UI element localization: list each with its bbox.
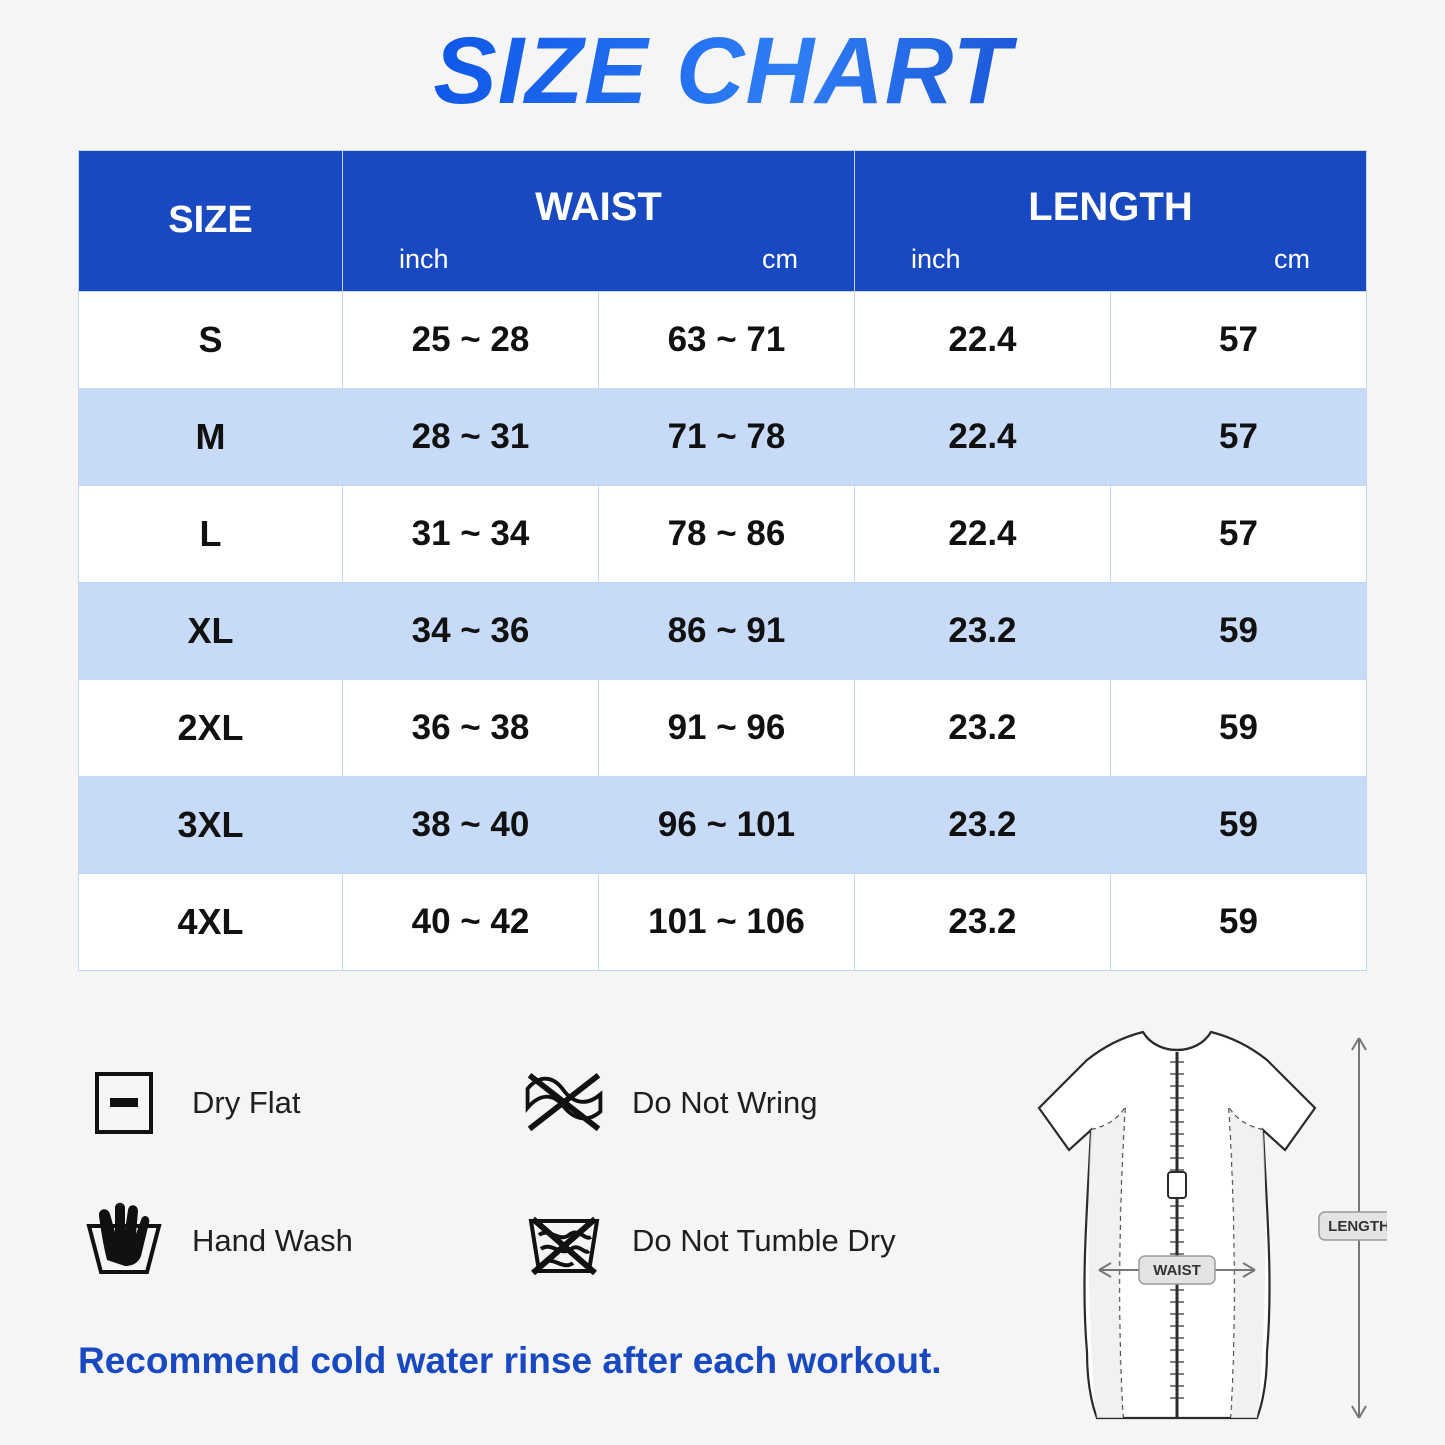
cell-length-inch: 22.4 bbox=[854, 485, 1110, 582]
care-item-do-not-wring bbox=[518, 1060, 958, 1146]
cell-waist-inch: 28 ~ 31 bbox=[343, 388, 599, 485]
cell-size: S bbox=[79, 291, 343, 388]
cell-length-inch: 23.2 bbox=[854, 679, 1110, 776]
cell-length-cm: 59 bbox=[1110, 582, 1366, 679]
cell-length-cm: 57 bbox=[1110, 291, 1366, 388]
cell-size: L bbox=[79, 485, 343, 582]
cell-length-inch: 23.2 bbox=[854, 873, 1110, 970]
table-body bbox=[79, 291, 1367, 970]
table-header-row bbox=[79, 150, 1367, 291]
table-row bbox=[79, 679, 1367, 776]
cell-waist-cm: 71 ~ 78 bbox=[598, 388, 854, 485]
cell-waist-inch: 31 ~ 34 bbox=[343, 485, 599, 582]
page-title: SIZE CHART bbox=[0, 0, 1445, 122]
hand-wash-icon bbox=[78, 1198, 170, 1284]
cell-waist-cm: 78 ~ 86 bbox=[598, 485, 854, 582]
cell-length-inch: 22.4 bbox=[854, 388, 1110, 485]
cell-length-inch: 22.4 bbox=[854, 291, 1110, 388]
care-label-dry-flat: Dry Flat bbox=[192, 1085, 301, 1120]
cell-size: 3XL bbox=[79, 776, 343, 873]
waist-units bbox=[343, 230, 854, 275]
care-row-2 bbox=[78, 1198, 958, 1284]
cell-length-inch: 23.2 bbox=[854, 582, 1110, 679]
recommend-note: Recommend cold water rinse after each workout. bbox=[78, 1340, 942, 1381]
cell-length-cm: 57 bbox=[1110, 388, 1366, 485]
care-row-1 bbox=[78, 1060, 958, 1146]
table-row bbox=[79, 388, 1367, 485]
table-row bbox=[79, 873, 1367, 970]
cell-length-cm: 57 bbox=[1110, 485, 1366, 582]
cell-waist-inch: 36 ~ 38 bbox=[343, 679, 599, 776]
column-header-length-label: LENGTH bbox=[1028, 184, 1193, 229]
cell-waist-cm: 86 ~ 91 bbox=[598, 582, 854, 679]
care-label-do-not-wring: Do Not Wring bbox=[632, 1085, 818, 1120]
size-chart-table bbox=[78, 150, 1367, 971]
cell-length-inch: 23.2 bbox=[854, 776, 1110, 873]
care-label-do-not-tumble-dry: Do Not Tumble Dry bbox=[632, 1223, 896, 1258]
waist-measure-label: WAIST bbox=[1153, 1262, 1201, 1279]
cell-waist-cm: 101 ~ 106 bbox=[598, 873, 854, 970]
cell-waist-inch: 40 ~ 42 bbox=[343, 873, 599, 970]
care-instructions bbox=[78, 1060, 958, 1336]
cell-size: XL bbox=[79, 582, 343, 679]
length-unit-inch: inch bbox=[910, 243, 961, 274]
table-row bbox=[79, 582, 1367, 679]
waist-unit-cm: cm bbox=[761, 243, 798, 274]
waist-unit-inch: inch bbox=[399, 243, 449, 274]
length-units bbox=[855, 230, 1366, 275]
cell-size: M bbox=[79, 388, 343, 485]
care-item-dry-flat bbox=[78, 1060, 518, 1146]
care-label-hand-wash: Hand Wash bbox=[192, 1223, 353, 1258]
dry-flat-icon bbox=[78, 1060, 170, 1146]
cell-size: 2XL bbox=[79, 679, 343, 776]
care-item-do-not-tumble-dry bbox=[518, 1198, 958, 1284]
table-header bbox=[79, 150, 1367, 291]
cell-length-cm: 59 bbox=[1110, 776, 1366, 873]
table-row bbox=[79, 485, 1367, 582]
column-header-size: SIZE bbox=[79, 150, 343, 291]
column-header-waist bbox=[343, 150, 855, 291]
cell-waist-inch: 38 ~ 40 bbox=[343, 776, 599, 873]
cell-length-cm: 59 bbox=[1110, 873, 1366, 970]
length-measure-label: LENGTH bbox=[1328, 1218, 1387, 1235]
cell-waist-inch: 25 ~ 28 bbox=[343, 291, 599, 388]
cell-size: 4XL bbox=[79, 873, 343, 970]
column-header-waist-label: WAIST bbox=[535, 184, 662, 229]
table-row bbox=[79, 291, 1367, 388]
table-row bbox=[79, 776, 1367, 873]
cell-waist-cm: 63 ~ 71 bbox=[598, 291, 854, 388]
garment-illustration bbox=[967, 1022, 1387, 1432]
cell-waist-cm: 91 ~ 96 bbox=[598, 679, 854, 776]
do-not-wring-icon bbox=[518, 1060, 610, 1146]
cell-waist-cm: 96 ~ 101 bbox=[598, 776, 854, 873]
size-chart-table-wrapper bbox=[78, 150, 1367, 971]
column-header-length bbox=[854, 150, 1366, 291]
cell-waist-inch: 34 ~ 36 bbox=[343, 582, 599, 679]
cell-length-cm: 59 bbox=[1110, 679, 1366, 776]
care-item-hand-wash bbox=[78, 1198, 518, 1284]
do-not-tumble-dry-icon bbox=[518, 1198, 610, 1284]
length-unit-cm: cm bbox=[1274, 243, 1310, 274]
